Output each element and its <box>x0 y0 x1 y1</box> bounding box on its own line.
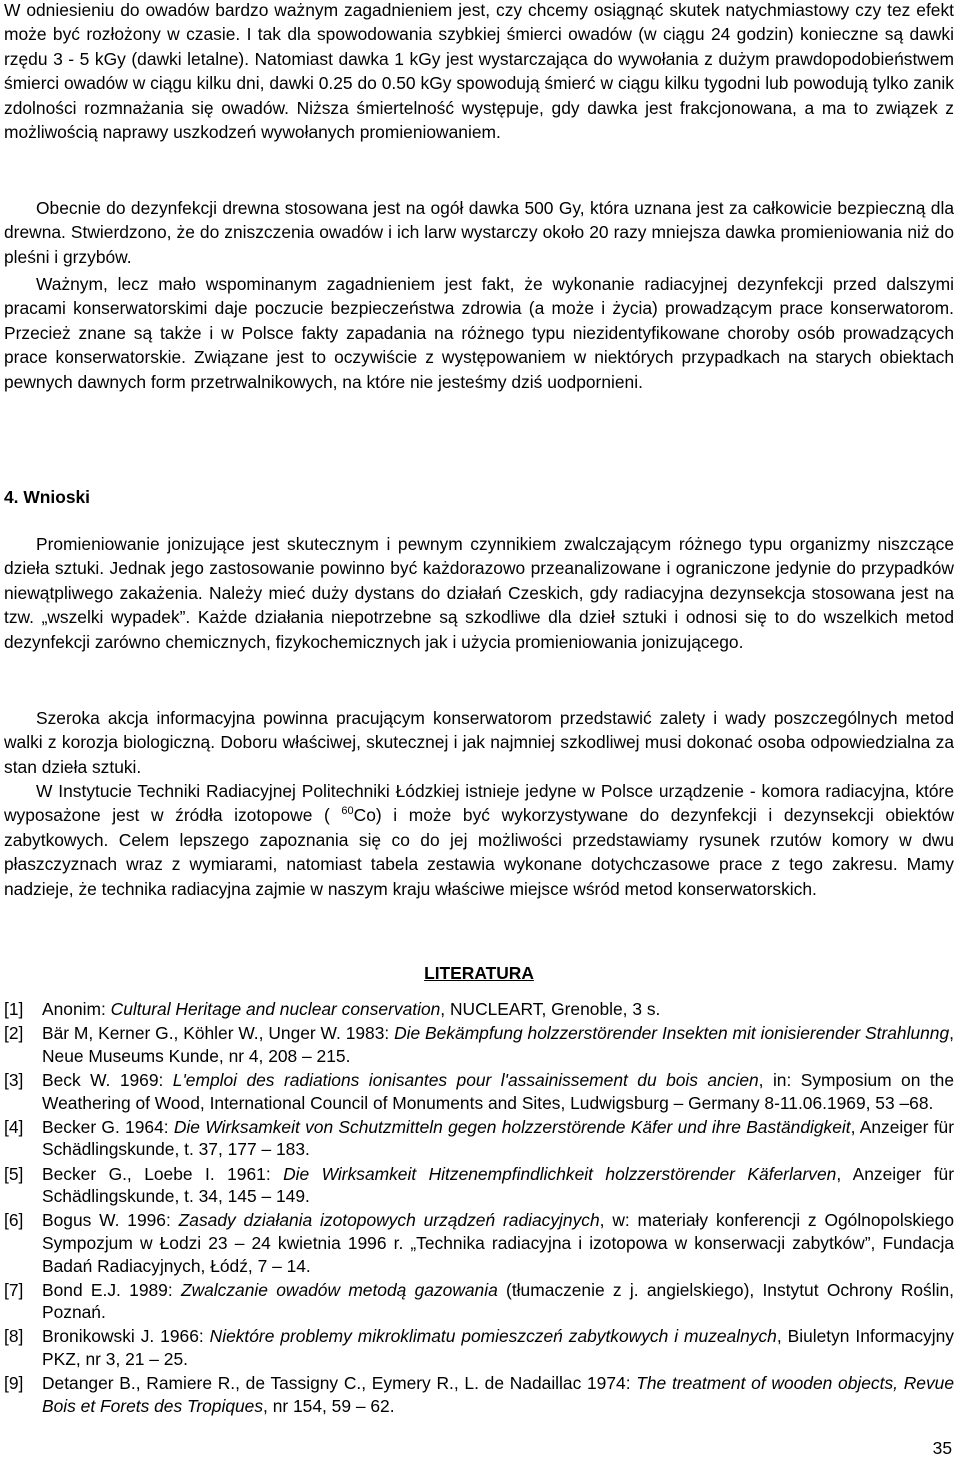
reference-details: (tłumaczenie z j. angielskiego), Instytut Ochrony Roślin, Poznań. <box>42 1279 954 1323</box>
reference-item <box>4 1279 954 1324</box>
reference-item <box>4 1163 954 1208</box>
cobalt-text-before: W Instytucie Techniki Radiacyjnej Politechniki Łódzkiej istnieje jedyne w Polsce urządzenie - komora radiacyjna, które wyposażone jest w źródła izotopowe ( <box>4 781 954 826</box>
reference-number: [6] <box>4 1210 24 1231</box>
page-number: 35 <box>932 1438 952 1458</box>
reference-number: [1] <box>4 999 24 1019</box>
reference-details: , Neue Museums Kunde, nr 4, 208 – 215. <box>42 1023 954 1066</box>
reference-title: L'emploi des radiations ionisantes pour l'assainissement du bois ancien <box>172 1069 759 1090</box>
reference-authors: Bronikowski J. 1966: <box>42 1326 210 1347</box>
reference-details: , in: Symposium on the Weathering of Wood, International Council of Monuments and Sites, Ludwigsburg – Germany 8-11.06.1969, 53 –68. <box>42 1069 955 1113</box>
reference-item <box>4 1372 954 1417</box>
isotope-superscript: 60 <box>341 805 354 818</box>
paragraph-cobalt-chamber <box>4 779 954 901</box>
reference-authors: Becker G. 1964: <box>42 1116 174 1137</box>
cobalt-text-after: Co) i może być wykorzystywane do dezynfekcji i dezynsekcji obiektów zabytkowych. Celem lepszego zapoznania się co do jej możliwości przedstawiamy rysunek rzutów komory w dwu płaszczyznach wraz z wymiarami, natomiast tabela zestawia wykonane dotychczasowe prace z tego zakresu. Mamy nadzieje, że technika radiacyjna zajmie w naszym kraju właściwe miejsce wśród metod konserwatorskich. <box>4 805 954 899</box>
reference-details: , w: materiały konferencji z Ogólnopolskiego Sympozjum w Łodzi 23 – 24 kwietnia 1996 r. „Technika radiacyjna i izotopowa w konserwacji zabytków”, Fundacja Badań Radiacyjnych, Łódź, 7 – 14. <box>42 1210 954 1276</box>
reference-number: [7] <box>4 1279 24 1300</box>
reference-title: The treatment of wooden objects, Revue Bois et Forets des Tropiques <box>42 1373 954 1416</box>
reference-title: Cultural Heritage and nuclear conservation <box>110 999 441 1019</box>
paragraph-insect-doses: W odniesieniu do owadów bardzo ważnym zagadnieniem jest, czy chcemy osiągnąć skutek natychmiastowy czy tez efekt może być rozłożony w czasie. I tak dla spowodowania szybkiej śmierci owadów (w ciągu 24 godzin) konieczne są dawki rzędu 3 - 5 kGy (dawki letalne). Natomiast dawka 1 kGy jest wystarczająca do wywołania z dużym prawdopodobieństwem śmierci owadów w ciągu kilku dni, dawki 0.25 do 0.50 kGy spowodują śmierć w ciągu kilku tygodni lub powodują tylko zanik zdolności rozmnażania się owadów. Niższa śmiertelność występuje, gdy dawka jest frakcjonowana, a ma to związek z możliwością naprawy uszkodzeń wywołanych promieniowaniem. <box>4 0 954 143</box>
reference-authors: Bär M, Kerner G., Köhler W., Unger W. 1983: <box>42 1023 395 1044</box>
reference-authors: Bond E.J. 1989: <box>42 1279 181 1300</box>
section-heading-conclusions: 4. Wnioski <box>4 487 91 507</box>
reference-details: , Anzeiger für Schädlingskunde, t. 34, 145 – 149. <box>42 1163 955 1207</box>
reference-item <box>4 1325 954 1370</box>
reference-number: [9] <box>4 1373 24 1394</box>
reference-number: [8] <box>4 1326 24 1347</box>
reference-authors: Detanger B., Ramiere R., de Tassigny C., Eymery R., L. de Nadaillac 1974: <box>42 1373 637 1394</box>
reference-list <box>4 998 954 1419</box>
reference-title: Die Wirksamkeit Hitzenempfindlichkeit holzzerstörender Käferlarven <box>283 1163 837 1184</box>
reference-item <box>4 1209 954 1277</box>
reference-title: Die Wirksamkeit von Schutzmitteln gegen holzzerstörende Käfer und ihre Baständigkeit <box>173 1116 851 1137</box>
reference-title: Zwalczanie owadów metodą gazowania <box>180 1279 498 1300</box>
reference-number: [5] <box>4 1163 24 1184</box>
paragraph-wood-disinfection: Obecnie do dezynfekcji drewna stosowana jest na ogół dawka 500 Gy, która uznana jest za całkowicie bezpieczną dla drewna. Stwierdzono, że do zniszczenia owadów i ich larw wystarczy około 20 razy mniejsza dawka promieniowania niż do pleśni i grzybów. <box>4 198 954 267</box>
reference-item <box>4 1069 954 1114</box>
reference-number: [4] <box>4 1116 24 1137</box>
reference-title: Die Bekämpfung holzzerstörender Insekten mit ionisierender Strahlunng <box>394 1023 950 1044</box>
reference-details: , Anzeiger für Schädlingskunde, t. 37, 177 – 183. <box>42 1116 955 1160</box>
literature-title: LITERATURA <box>424 963 534 983</box>
reference-number: [2] <box>4 1023 24 1044</box>
reference-number: [3] <box>4 1069 24 1090</box>
reference-title: Zasady działania izotopowych urządzeń radiacyjnych <box>178 1210 600 1231</box>
reference-authors: Bogus W. 1996: <box>42 1210 179 1231</box>
paragraph-conservator-safety: Ważnym, lecz mało wspominanym zagadnieniem jest fakt, że wykonanie radiacyjnej dezynfekcji przed dalszymi pracami konserwatorskimi daje poczucie bezpieczeństwa zdrowia (a może i życia) prowadzącym prace konserwatorom. Przecież znane są także i w Polsce fakty zapadania na różnego typu niezidentyfikowane choroby osób prowadzących prace konserwatorskie. Związane jest to oczywiście z występowaniem w niektórych przypadkach na starych obiektach pewnych dawnych form przetrwalnikowych, na które nie jesteśmy dziś uodpornieni. <box>4 274 954 392</box>
paragraph-conclusions-2: Szeroka akcja informacyjna powinna pracującym konserwatorom przedstawić zalety i wady poszczególnych metod walki z korozja biologiczną. Doboru właściwej, skutecznej i jak najmniej szkodliwej musi dokonać osoba odpowiedzialna za stan dzieła sztuki. <box>4 708 954 777</box>
reference-authors: Becker G., Loebe I. 1961: <box>42 1163 284 1184</box>
reference-title: Niektóre problemy mikroklimatu pomieszczeń zabytkowych i muzealnych <box>209 1326 777 1347</box>
reference-details: , NUCLEART, Grenoble, 3 s. <box>440 999 661 1019</box>
reference-item <box>4 998 954 1021</box>
paragraph-conclusions-1: Promieniowanie jonizujące jest skutecznym i pewnym czynnikiem zwalczającym różnego typu organizmy niszczące dzieła sztuki. Jednak jego zastosowanie powinno być każdorazowo przeanalizowane i ograniczone jedynie do przypadków niewątpliwego zakażenia. Należy mieć duży dystans do działań Czeskich, gdy radiacyjna dezynsekcja stosowana jest na tzw. „wszelki wypadek”. Każde działania niepotrzebne są szkodliwe dla dzieł sztuki i odnosi się to do wszelkich metod dezynfekcji zarówno chemicznych, fizykochemicznych jak i użycia promieniowania jonizującego. <box>4 534 954 652</box>
reference-details: , Biuletyn Informacyjny PKZ, nr 3, 21 – 25. <box>42 1326 954 1370</box>
reference-details: , nr 154, 59 – 62. <box>263 1395 395 1416</box>
reference-item <box>4 1116 954 1161</box>
reference-authors: Beck W. 1969: <box>42 1069 173 1090</box>
reference-item <box>4 1022 954 1067</box>
reference-authors: Anonim: <box>42 999 111 1019</box>
